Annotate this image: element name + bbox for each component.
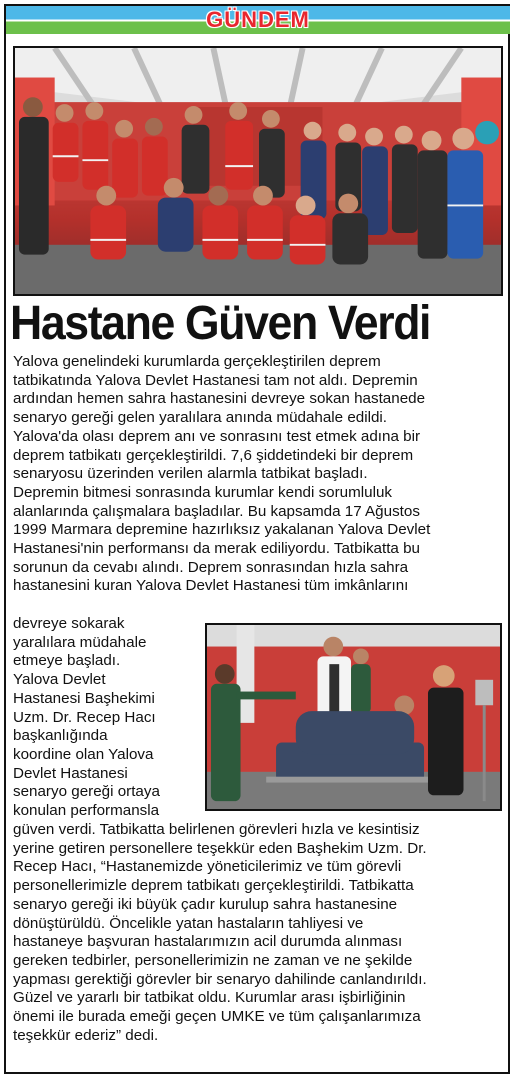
- article-line: Depremin bitmesi sonrasında kurumlar kendi sorumluluk: [13, 483, 392, 501]
- section-header: [6, 6, 510, 34]
- article-line: koordine olan Yalova: [13, 745, 154, 763]
- field-hospital-photo: [205, 623, 502, 811]
- article-bottom: [13, 821, 503, 1045]
- article-line: teşekkür ederiz” dedi.: [13, 1026, 159, 1044]
- article-line: önemi ile burada emeği geçen UMKE ve tüm çalışanlarımıza: [13, 1008, 421, 1026]
- article-line: Hastanesi Başhekimi: [13, 689, 155, 707]
- headline: Hastane Güven Verdi: [10, 297, 431, 350]
- article-line: Uzm. Dr. Recep Hacı: [13, 708, 156, 726]
- field-hospital-illustration: [207, 625, 500, 809]
- article-narrow-column: [13, 615, 203, 821]
- article-line: alanlarında çalışmalara başladılar. Bu kapsamda 17 Ağustos: [13, 502, 420, 520]
- article-line: tatbikatında Yalova Devlet Hastanesi tam not aldı. Depremin: [13, 371, 418, 389]
- article-line: devreye sokarak: [13, 615, 125, 632]
- article-line: gereken tedbirler, personellerimizin ne zaman ve ne şekilde: [13, 951, 413, 969]
- article-line: Hastanesi'nin performansı da merak ediliyordu. Tatbikatta bu: [13, 540, 420, 558]
- article-line: senaryo gereği iki büyük çadır kurulup sahra hastanesine: [13, 895, 398, 913]
- article-line: deprem tatbikatı gerçekleştirildi. 7,6 şiddetindeki bir deprem: [13, 446, 414, 464]
- article-line: senaryo gereği ortaya: [13, 783, 160, 801]
- article-line: Recep Hacı, “Hastanemizde yöneticilerimiz ve tüm görevli: [13, 858, 402, 876]
- article-line: Devlet Hastanesi: [13, 764, 128, 782]
- article-top: [13, 353, 503, 596]
- article-line: Güzel ve yararlı bir tatbikat oldu. Kurumlar arası işbirliğinin: [13, 989, 406, 1007]
- article-line: ardından hemen sahra hastanesini devreye sokan hastanede: [13, 390, 426, 408]
- article-line: yerine getiren personellere teşekkür eden Başhekim Uzm. Dr.: [13, 839, 427, 857]
- article-line: yaralılara müdahale: [13, 633, 147, 651]
- article-line: konulan performansla: [13, 802, 160, 820]
- article-line: 1999 Marmara depremine hazırlıksız yakalanan Yalova Devlet: [13, 521, 431, 539]
- article-line: senaryo gereği gelen yaralılara anında müdahale edildi.: [13, 409, 388, 427]
- article-line: senaryosu üzerinden verilen alarmla tatbikat başladı.: [13, 465, 368, 483]
- article-line: Yalova Devlet: [13, 671, 106, 689]
- article-line: başkanlığında: [13, 727, 108, 745]
- section-title: GÜNDEM: [206, 7, 310, 32]
- article-line: Yalova genelindeki kurumlarda gerçekleştirilen deprem: [13, 353, 381, 370]
- article-line: etmeye başladı.: [13, 652, 121, 670]
- article-line: Yalova'da olası deprem anı ve sonrasını test etmek adına bir: [13, 427, 420, 445]
- article-line: personellerimizle deprem tatbikatı gerçekleştirildi. Tatbikatta: [13, 877, 414, 895]
- article-line: yapması gerektiği görevler bir senaryo dahilinde canlandırıldı.: [13, 970, 427, 988]
- group-photo-illustration: [15, 48, 501, 294]
- article-line: hastanesini kuran Yalova Devlet Hastanesi tüm imkânlarını: [13, 577, 409, 595]
- article-line: hastaneye başvuran hastalarımızın acil durumda alınması: [13, 933, 403, 951]
- article-line: güven verdi. Tatbikatta belirlenen görevleri hızla ve kesintisiz: [13, 821, 420, 838]
- group-photo: [13, 46, 503, 296]
- article-line: sorunun da cevabı alındı. Deprem sonrasından hızla sahra: [13, 558, 409, 576]
- article-line: dönüştürüldü. Öncelikle yatan hastaların tahliyesi ve: [13, 914, 364, 932]
